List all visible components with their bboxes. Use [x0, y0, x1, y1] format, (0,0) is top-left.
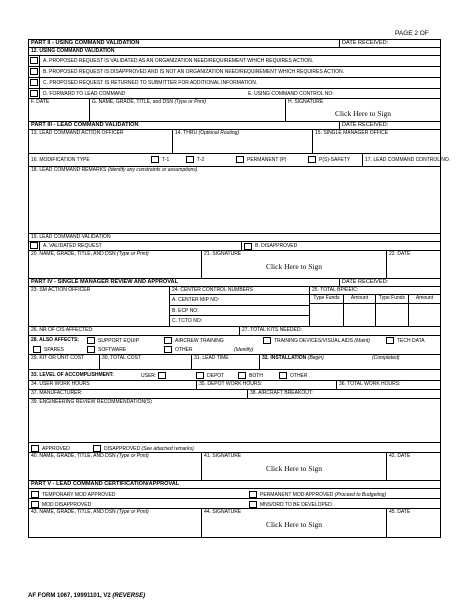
form-id: AF FORM 1067, 19991101, V2 [28, 593, 111, 599]
option-b-row[interactable] [29, 67, 440, 78]
part4-header [29, 279, 440, 287]
field-g-name[interactable]: G. NAME, GRADE, TITLE, and DSN (Type or Print) [89, 99, 285, 121]
part3-header [29, 122, 440, 130]
field-28-label: 28. ALSO AFFECTS: [31, 337, 79, 343]
option-c-row[interactable] [29, 78, 440, 89]
field-34-user-hours[interactable]: 34. USER WORK HOURS [31, 381, 90, 387]
option-d-checkbox[interactable] [30, 90, 38, 97]
support-equip-label: SUPPORT EQUIP [98, 337, 139, 344]
field-h-signature[interactable]: H. SIGNATURE Click Here to Sign [285, 99, 440, 121]
spares-label: SPARES [44, 346, 64, 353]
page-number: PAGE 2 OF [395, 30, 429, 37]
user-checkbox[interactable] [158, 372, 166, 379]
option-a-row[interactable] [29, 56, 440, 67]
field-33-label: 33. LEVEL OF ACCOMPLISHMENT: [31, 372, 114, 378]
spares-checkbox[interactable] [33, 346, 41, 353]
part5-header [29, 481, 440, 489]
sign-here-part4[interactable]: Click Here to Sign [265, 464, 323, 473]
software-checkbox[interactable] [87, 346, 95, 353]
sign-here-part3[interactable]: Click Here to Sign [265, 262, 323, 271]
field-f-date[interactable]: F. DATE [31, 99, 50, 105]
field-21-signature[interactable]: 21. SIGNATURE Click Here to Sign [201, 251, 386, 278]
field-26-nr-cis[interactable]: 26. NR OF CIS AFFECTED: [31, 327, 94, 333]
psafety-checkbox[interactable] [308, 156, 316, 163]
form-footer [28, 593, 145, 599]
aircrew-training-label: AIRCREW TRAINING [175, 337, 224, 344]
part4-manufacturer-row [29, 390, 440, 399]
field-23-sm-action-officer[interactable]: 23. SM ACTION OFFICER [31, 287, 91, 293]
other-label: OTHER [175, 346, 193, 353]
field-41-signature[interactable]: 41. SIGNATURE Click Here to Sign [201, 453, 386, 480]
field-13-action-officer[interactable]: 13. LEAD COMMAND ACTION OFFICER [31, 130, 124, 136]
user-label: USER [141, 372, 155, 379]
field-15-single-manager-office[interactable]: 15. SINGLE MANAGER OFFICE [312, 130, 440, 153]
t1-label: T-1 [162, 156, 170, 163]
identify-hint: (Identify) [234, 347, 254, 353]
permanent-label: PERMANENT (P) [247, 156, 287, 163]
field-44-signature[interactable]: 44. SIGNATURE Click Here to Sign [201, 509, 386, 537]
part4-date-received[interactable]: DATE RECEIVED: [339, 279, 440, 286]
sign-here-part2[interactable]: Click Here to Sign [334, 109, 392, 118]
option-a-checkbox[interactable] [30, 57, 38, 64]
type-funds-header-2: Type Funds [375, 295, 408, 304]
t2-label: T-2 [197, 156, 205, 163]
tech-data-checkbox[interactable] [386, 337, 394, 344]
field-40-name[interactable]: 40. NAME, GRADE, TITLE, AND DSN (Type or Print) [31, 453, 149, 459]
field-19-label: 19. LEAD COMMAND VALIDATION [31, 234, 111, 240]
mod-disapproved-checkbox[interactable] [31, 501, 39, 508]
temp-mod-label: TEMPORARY MOD APPROVED [42, 491, 116, 498]
t2-checkbox[interactable] [186, 156, 194, 163]
disapproved-eng-checkbox[interactable] [93, 445, 101, 452]
depot-checkbox[interactable] [196, 372, 204, 379]
software-label: SOFTWARE [98, 346, 127, 353]
tech-data-label: TECH DATA [397, 337, 425, 344]
part2-header [29, 40, 440, 48]
part4-signoff-row [29, 453, 440, 481]
part2-title: PART II - USING COMMAND VALIDATION [31, 40, 140, 46]
training-devices-checkbox[interactable] [263, 337, 271, 344]
field-29-kit-cost[interactable]: 29. KIT OR UNIT COST [31, 355, 85, 361]
part4-title: PART IV - SINGLE MANAGER REVIEW AND APPROVAL [31, 279, 178, 285]
part4-cost-row [29, 355, 440, 370]
part3-signoff-row [29, 251, 440, 279]
field-20-name[interactable]: 20. NAME, GRADE, TITLE, AND DSN (Type or Print) [31, 251, 149, 257]
item12-label: 12. USING COMMAND VALIDATION [31, 48, 115, 54]
option-b-label: B. PROPOSED REQUEST IS DISAPPROVED AND IS NOT AN ORGANIZATION NEED/REQUIREMENT WHICH REQUIRES ACTION. [43, 69, 345, 75]
approved-label: APPROVED [42, 445, 70, 452]
field-36-total-hours[interactable]: 36. TOTAL WORK HOURS: [336, 381, 440, 389]
perm-mod-checkbox[interactable] [249, 491, 257, 498]
field-18-remarks[interactable]: 18. LEAD COMMAND REMARKS (Identify any constraints or assumptions) [29, 167, 440, 234]
validated-request-label: A. VALIDATED REQUEST [43, 243, 102, 249]
part5-title: PART V - LEAD COMMAND CERTIFICATION/APPROVAL [31, 481, 180, 487]
field-24a-center-mip[interactable]: A. CENTER MIP NO: [170, 295, 309, 306]
depot-label: DEPOT [207, 372, 225, 379]
field-39-engineering-review[interactable]: 39. ENGINEERING REVIEW RECOMMENDATION(S) [29, 399, 440, 443]
option-d-label: D. FORWARD TO LEAD COMMAND [43, 91, 126, 97]
part2-date-received[interactable]: DATE RECEIVED: [339, 40, 440, 47]
option-c-label: C. PROPOSED REQUEST IS RETURNED TO SUBMITTER FOR ADDITIONAL INFORMATION. [43, 80, 258, 86]
field-33-level: 33. LEVEL OF ACCOMPLISHMENT: USER: DEPOT BOTH OTHER [29, 370, 440, 381]
part4-centers-row [29, 287, 440, 327]
field-45-date[interactable]: 45. DATE [386, 509, 440, 537]
psafety-label: P(S)-SAFETY [319, 156, 351, 163]
amount-header-2: Amount [408, 295, 440, 304]
field-27-total-kits[interactable]: 27. TOTAL KITS NEEDED: [239, 327, 440, 335]
t1-checkbox[interactable] [151, 156, 159, 163]
aircrew-training-checkbox[interactable] [164, 337, 172, 344]
field-28-also-affects: 28. ALSO AFFECTS: SUPPORT EQUIP SPARES SOFTWARE AIRCREW TRAINING OTHER (Identify) TRAINING DEVICES/VISUAL AIDS (Maint) TECH DATA [29, 336, 440, 355]
other-level-label: OTHER [290, 372, 308, 379]
field-24-label: 24. CENTER CONTROL NUMBERS [170, 287, 309, 295]
field-37-manufacturer[interactable]: 37. MANUFACTURER: [31, 390, 83, 396]
disapproved-checkbox[interactable] [244, 243, 252, 250]
option-d-row [29, 89, 440, 99]
field-39-decision: APPROVED DISAPPROVED (See attached remarks) [29, 443, 440, 453]
mns-orb-checkbox[interactable] [249, 501, 257, 508]
field-38-aircraft-breakout[interactable]: 38. AIRCRAFT BREAKOUT: [247, 390, 440, 398]
support-equip-checkbox[interactable] [87, 337, 95, 344]
approved-checkbox[interactable] [31, 445, 39, 452]
part3-officer-row [29, 130, 440, 154]
other-level-checkbox[interactable] [279, 372, 287, 379]
disapproved-eng-label: DISAPPROVED [104, 445, 141, 452]
part5-approval-row-2 [29, 499, 440, 509]
field-25-label: 25. TOTAL BP/EEIC: [310, 287, 440, 295]
option-b-checkbox[interactable] [30, 68, 38, 75]
other-checkbox[interactable] [164, 346, 172, 353]
field-14-thru[interactable]: 14. THRU (Optional Routing) [172, 130, 312, 153]
disapproved-label: B. DISAPPROVED [255, 243, 298, 249]
mns-orb-label: MNS/ORD TO BE DEVELOPED [260, 501, 332, 508]
field-31-lead-time[interactable]: 31. LEAD TIME [191, 355, 259, 369]
field-24b-ecp[interactable]: B. ECP NO: [170, 306, 309, 316]
part3-date-received[interactable]: DATE RECEIVED: [339, 122, 440, 129]
field-16-mod-type: 16. MODIFICATION TYPE [31, 157, 90, 163]
field-24c-tcto[interactable]: C. TCTO NO: [172, 318, 203, 324]
type-funds-header-1: Type Funds [310, 295, 343, 304]
part4-counts-row [29, 327, 440, 336]
field-22-date[interactable]: 22. DATE [386, 251, 440, 278]
option-a-label: A. PROPOSED REQUEST IS VALIDATED AS AN ORGANIZATION NEED/REQUIREMENT WHICH REQUIRES ACTION. [43, 58, 314, 64]
field-17-lead-command-control-no[interactable]: 17. LEAD COMMAND CONTROL NO. [362, 154, 440, 166]
field-30-total-cost[interactable]: 30. TOTAL COST [99, 355, 191, 369]
both-checkbox[interactable] [238, 372, 246, 379]
part4-hours-row [29, 381, 440, 390]
form-page-2 [28, 39, 451, 538]
part5-signoff-row [29, 509, 440, 537]
perm-mod-label: PERMANENT MOD APPROVED [260, 491, 334, 498]
part5-approval-row-1: TEMPORARY MOD APPROVED PERMANENT MOD APPROVED (Proceed to Budgeting) [29, 489, 440, 499]
permanent-checkbox[interactable] [236, 156, 244, 163]
validated-request-checkbox[interactable] [30, 242, 38, 249]
part3-title: PART III - LEAD COMMAND VALIDATION [31, 122, 139, 128]
sign-here-part5[interactable]: Click Here to Sign [265, 520, 323, 529]
amount-header-1: Amount [343, 295, 375, 304]
temp-mod-checkbox[interactable] [31, 491, 39, 498]
option-c-checkbox[interactable] [30, 79, 38, 86]
part2-signoff-row [29, 99, 440, 122]
training-devices-label: TRAINING DEVICES/VISUAL AIDS [274, 337, 354, 344]
mod-disapproved-label: MOD DISAPPROVED [42, 501, 92, 508]
using-command-control-no[interactable]: E. USING COMMAND CONTROL NO: [248, 91, 334, 97]
reverse-label: (REVERSE) [112, 593, 146, 599]
part3-mod-type-row [29, 154, 451, 167]
both-label: BOTH [249, 372, 263, 379]
field-42-date[interactable]: 42. DATE [386, 453, 440, 480]
field-32-installation[interactable]: 32. INSTALLATION (Begin) (Completed) [259, 355, 440, 369]
field-19-options [29, 242, 440, 251]
field-35-depot-hours[interactable]: 35. DEPOT WORK HOURS: [196, 381, 336, 389]
field-43-name[interactable]: 43. NAME, GRADE, TITLE, AND DSN (Type or Print) [31, 509, 149, 515]
